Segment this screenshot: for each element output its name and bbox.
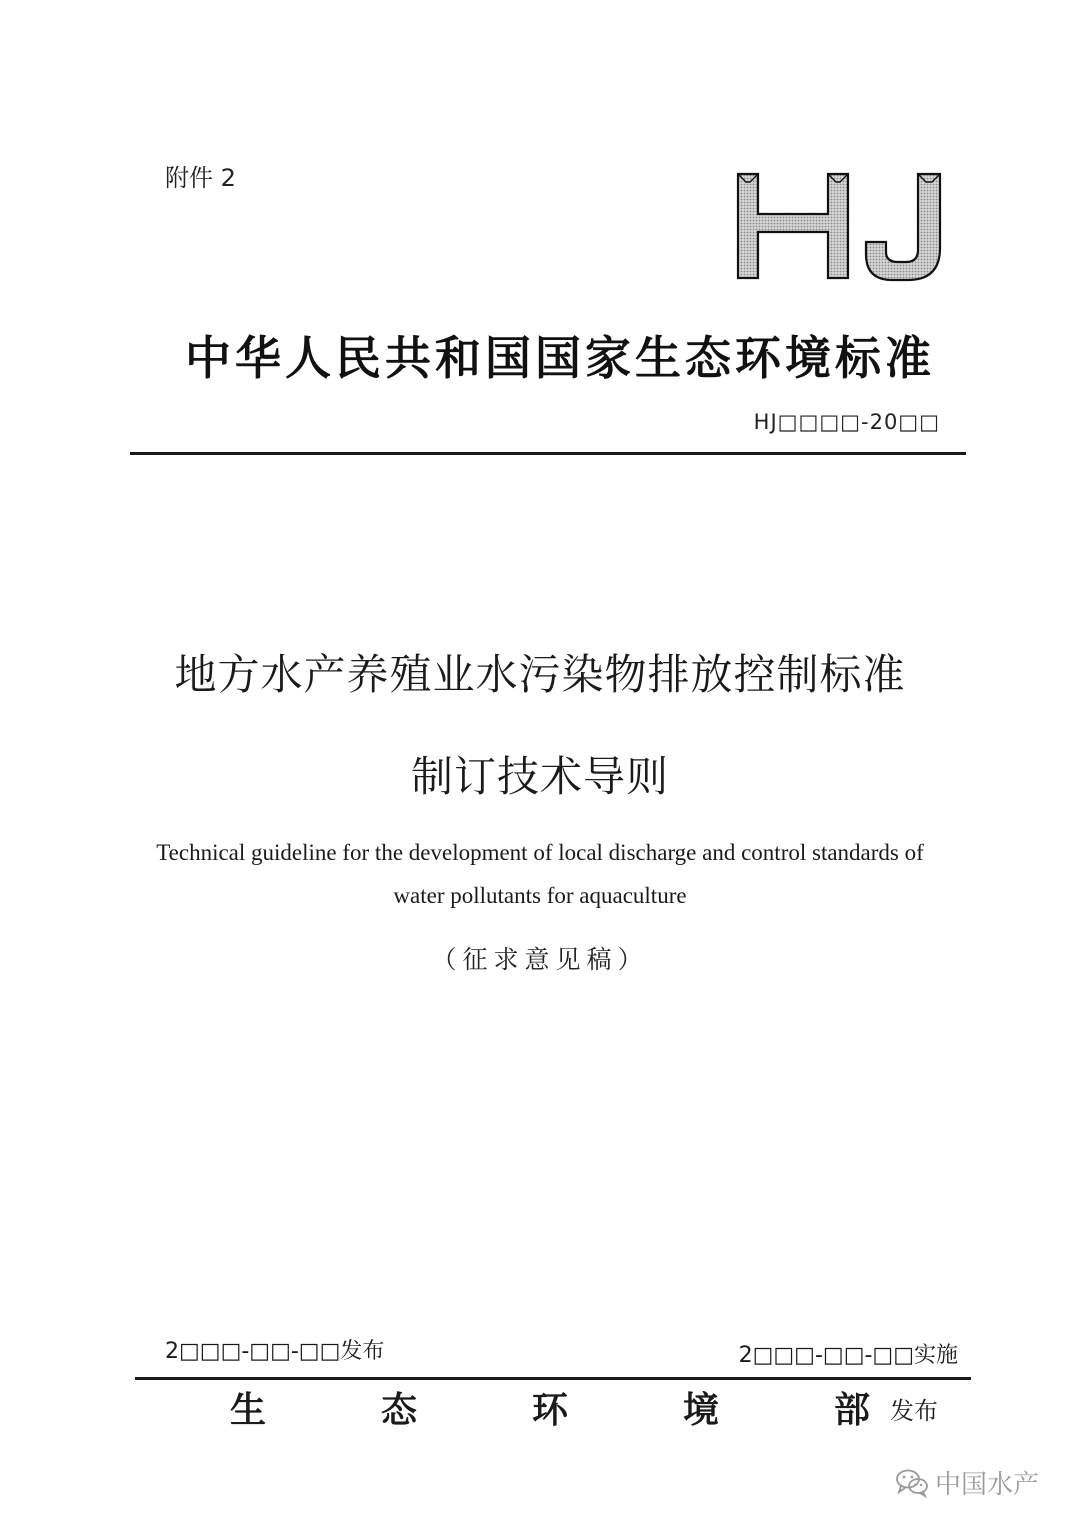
implementation-date: 2□□□-□□-□□实施 <box>738 1343 958 1368</box>
ministry-char: 环 <box>531 1389 568 1431</box>
english-title-line-2: water pollutants for aquaculture <box>393 883 687 908</box>
issuing-ministry <box>230 1382 870 1431</box>
hj-logo <box>728 168 950 284</box>
ministry-char: 境 <box>682 1389 719 1431</box>
chinese-title-line-1: 地方水产养殖业水污染物排放控制标准 <box>174 650 906 699</box>
issue-date: 2□□□-□□-□□发布 <box>165 1339 385 1364</box>
english-title-line-1: Technical guideline for the development of local discharge and control standards of <box>156 840 924 865</box>
draft-status: （征求意见稿） <box>431 945 649 974</box>
ministry-char: 部 <box>833 1389 870 1431</box>
publish-suffix: 发布 <box>890 1397 938 1425</box>
header-divider <box>130 452 966 455</box>
watermark-text: 中国水产 <box>935 1470 1040 1500</box>
chinese-title-line-2: 制订技术导则 <box>410 752 669 801</box>
issuer-title: 中华人民共和国国家生态环境标准 <box>185 331 935 385</box>
attachment-label: 附件 2 <box>165 164 236 192</box>
ministry-char: 态 <box>380 1389 417 1431</box>
ministry-char: 生 <box>230 1389 267 1431</box>
standard-number: HJ□□□□-20□□ <box>753 410 940 434</box>
wechat-icon <box>895 1468 929 1498</box>
source-watermark <box>895 1464 1039 1501</box>
footer-divider <box>135 1377 971 1380</box>
